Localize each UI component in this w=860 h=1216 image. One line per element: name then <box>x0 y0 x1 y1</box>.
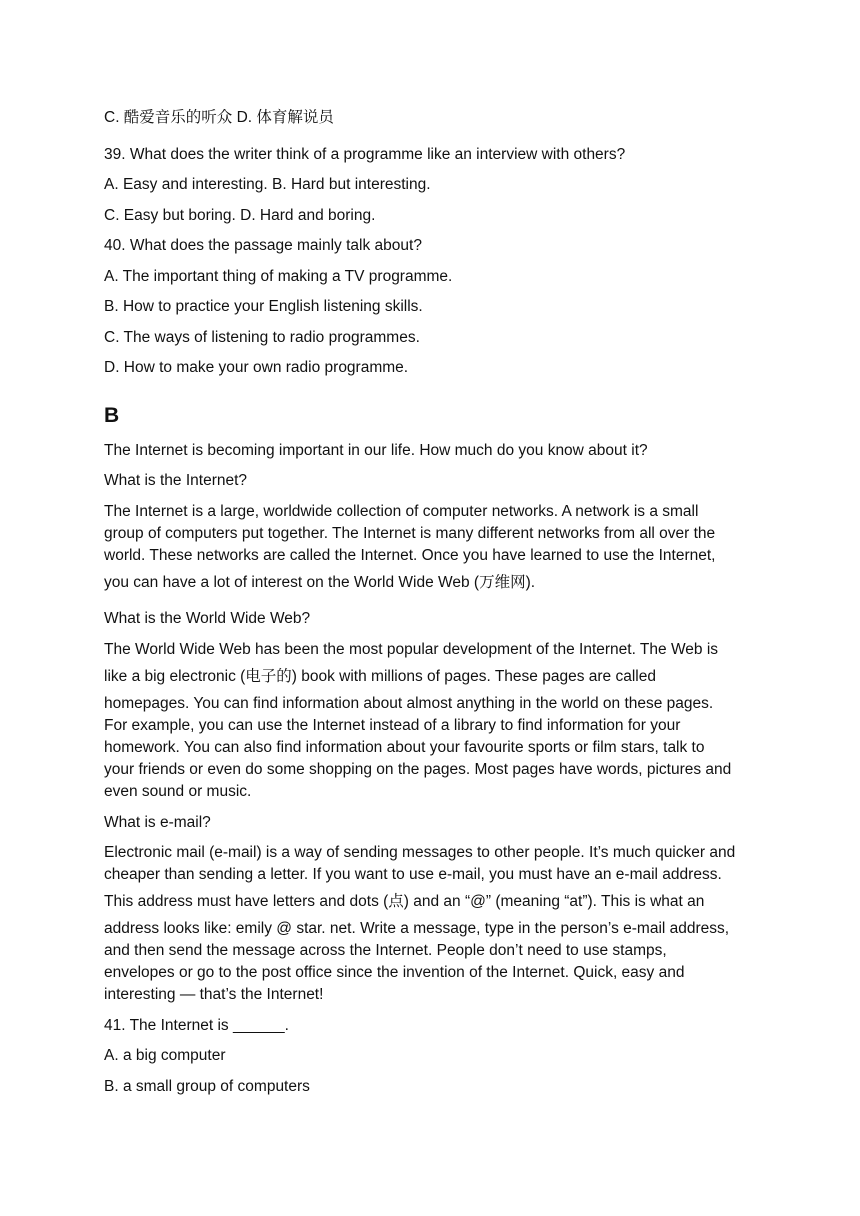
paragraph-line: The World Wide Web has been the most popular development of the Internet. The Web is <box>104 641 719 658</box>
section-b-heading: B <box>104 404 120 427</box>
q40-option-a: A. The important thing of making a TV programme. <box>104 268 453 285</box>
q38-options-cd: C. 酷爱音乐的听众 D. 体育解说员 <box>104 109 334 126</box>
paragraph-line: This address must have letters and dots (点) and an “@” (meaning “at”). This is what an <box>104 893 705 910</box>
paragraph-line: interesting — that’s the Internet! <box>104 986 324 1003</box>
q40-question: 40. What does the passage mainly talk about? <box>104 237 422 254</box>
paragraph-line: homepages. You can find information about almost anything in the world on these pages. <box>104 695 714 712</box>
paragraph-line: The Internet is a large, worldwide collection of computer networks. A network is a small <box>104 503 699 520</box>
paragraph-line: group of computers put together. The Internet is many different networks from all over the <box>104 525 716 542</box>
paragraph-line: like a big electronic (电子的) book with millions of pages. These pages are called <box>104 668 656 685</box>
intro-text: The Internet is becoming important in our life. How much do you know about it? <box>104 442 648 459</box>
q40-option-c: C. The ways of listening to radio programmes. <box>104 329 420 346</box>
paragraph-line: and then send the message across the Internet. People don’t need to use stamps, <box>104 942 667 959</box>
paragraph-line: Electronic mail (e-mail) is a way of sending messages to other people. It’s much quicker and <box>104 844 736 861</box>
q41-option-b: B. a small group of computers <box>104 1078 310 1095</box>
q39-options-ab: A. Easy and interesting. B. Hard but interesting. <box>104 176 431 193</box>
paragraph-line: homework. You can also find information about your favourite sports or film stars, talk to <box>104 739 705 756</box>
q39-question: 39. What does the writer think of a programme like an interview with others? <box>104 146 626 163</box>
paragraph-line: you can have a lot of interest on the World Wide Web (万维网). <box>104 574 536 591</box>
q40-option-b: B. How to practice your English listening skills. <box>104 298 423 315</box>
q39-options-cd: C. Easy but boring. D. Hard and boring. <box>104 207 376 224</box>
subheading-www: What is the World Wide Web? <box>104 610 311 627</box>
paragraph-line: cheaper than sending a letter. If you want to use e-mail, you must have an e-mail address. <box>104 866 722 883</box>
paragraph-line: address looks like: emily @ star. net. Write a message, type in the person’s e-mail address, <box>104 920 730 937</box>
paragraph-line: world. These networks are called the Internet. Once you have learned to use the Internet, <box>104 547 716 564</box>
q41-option-a: A. a big computer <box>104 1047 226 1064</box>
paragraph-line: For example, you can use the Internet instead of a library to find information for your <box>104 717 681 734</box>
subheading-email: What is e-mail? <box>104 814 211 831</box>
paragraph-line: even sound or music. <box>104 783 252 800</box>
subheading-internet: What is the Internet? <box>104 472 248 489</box>
paragraph-line: your friends or even do some shopping on the pages. Most pages have words, pictures and <box>104 761 732 778</box>
q41-question: 41. The Internet is ______. <box>104 1017 289 1034</box>
paragraph-line: envelopes or go to the post office since the invention of the Internet. Quick, easy and <box>104 964 685 981</box>
q40-option-d: D. How to make your own radio programme. <box>104 359 409 376</box>
